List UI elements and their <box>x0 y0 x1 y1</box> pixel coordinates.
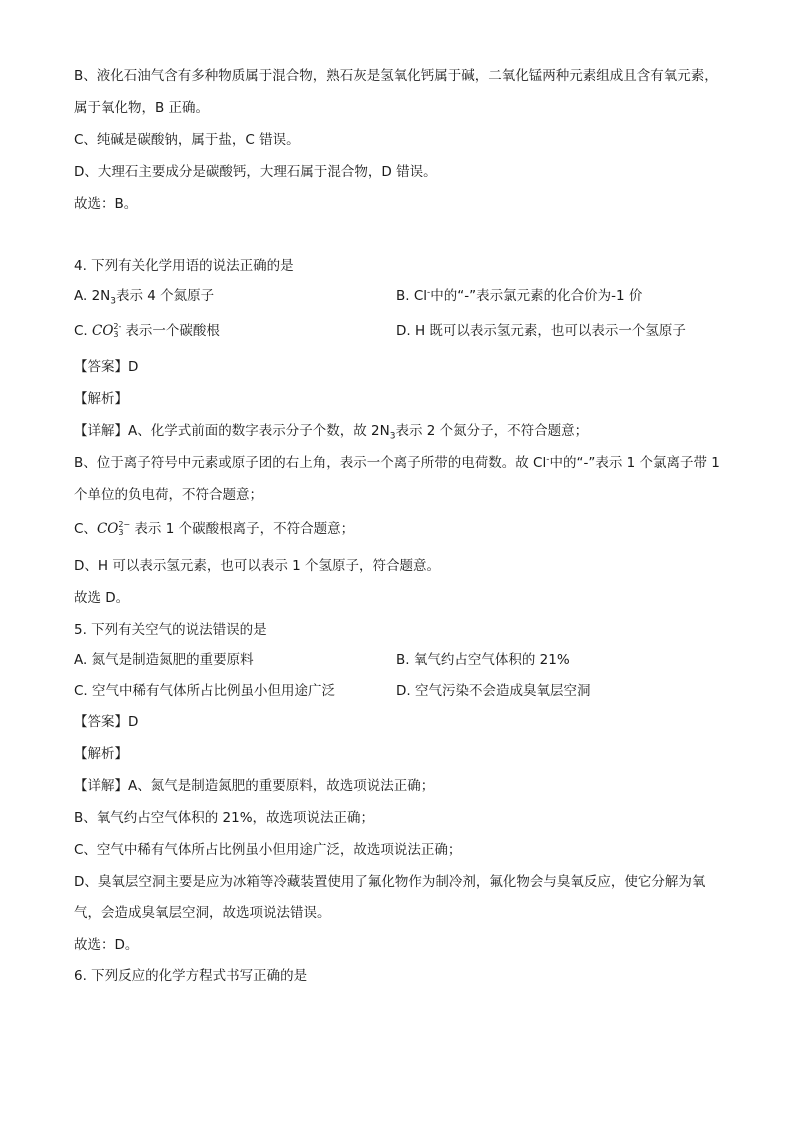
q5-detail-b: B、氧气约占空气体积的 21%，故选项说法正确； <box>74 810 375 826</box>
q5-detail-a: 【详解】A、氮气是制造氮肥的重要原料，故选项说法正确； <box>74 778 435 794</box>
p3-line-b2: 属于氧化物，B 正确。 <box>74 100 210 116</box>
q4-analysis-heading: 【解析】 <box>74 391 128 407</box>
p3-line-d: D、大理石主要成分是碳酸钙，大理石属于混合物，D 错误。 <box>74 164 437 180</box>
p3-selection: 故选：B。 <box>74 196 138 212</box>
q4-option-a: A. $2N_3$表示 4 个氮原子 <box>74 288 215 307</box>
q4-detail-b2: 个单位的负电荷，不符合题意； <box>74 487 263 503</box>
p3-line-b1: B、液化石油气含有多种物质属于混合物，熟石灰是氢氧化钙属于碱，二氧化锰两种元素组成且含有氧元素， <box>74 68 718 84</box>
q5-stem: 5. 下列有关空气的说法错误的是 <box>74 622 267 638</box>
q4-detail-c: C、CO 2− 3 表示 1 个碳酸根离子，不符合题意； <box>74 520 355 537</box>
q4-option-b: B. Cl-中的“-”表示氯元素的化合价为-1 价 <box>396 287 643 304</box>
q4-stem: 4. 下列有关化学用语的说法正确的是 <box>74 258 294 274</box>
q4-option-c: C. CO 2- 3 表示一个碳酸根 <box>74 322 220 339</box>
q5-analysis-heading: 【解析】 <box>74 746 128 762</box>
q4-option-d: D. H 既可以表示氢元素，也可以表示一个氢原子 <box>396 323 686 339</box>
q5-detail-d2: 气，会造成臭氧层空洞，故选项说法错误。 <box>74 905 331 921</box>
q5-option-b: B. 氧气约占空气体积的 21% <box>396 652 570 668</box>
q4-detail-d: D、H 可以表示氢元素，也可以表示 1 个氢原子，符合题意。 <box>74 558 441 574</box>
q4-selection: 故选 D。 <box>74 590 130 606</box>
q4-detail-b1: B、位于离子符号中元素或原子团的右上角，表示一个离子所带的电荷数。故 Cl-中的“-”表示 1 个氯离子带 1 <box>74 454 720 471</box>
q5-option-d: D. 空气污染不会造成臭氧层空洞 <box>396 683 591 699</box>
q5-detail-d1: D、臭氧层空洞主要是应为冰箱等冷藏装置使用了氟化物作为制冷剂，氟化物会与臭氧反应，使它分解为氧 <box>74 874 706 890</box>
q5-detail-c: C、空气中稀有气体所占比例虽小但用途广泛，故选项说法正确； <box>74 842 462 858</box>
p3-line-c: C、纯碱是碳酸钠，属于盐，C 错误。 <box>74 132 300 148</box>
q5-answer: 【答案】D <box>74 714 139 730</box>
q5-option-c: C. 空气中稀有气体所占比例虽小但用途广泛 <box>74 683 336 699</box>
q4-detail-a: 【详解】A、化学式前面的数字表示分子个数，故 $2N_3$表示 2 个氮分子，不符合题意； <box>74 423 589 442</box>
q5-selection: 故选：D。 <box>74 937 139 953</box>
q6-stem: 6. 下列反应的化学方程式书写正确的是 <box>74 968 308 984</box>
q5-option-a: A. 氮气是制造氮肥的重要原料 <box>74 652 254 668</box>
q4-answer: 【答案】D <box>74 359 139 375</box>
